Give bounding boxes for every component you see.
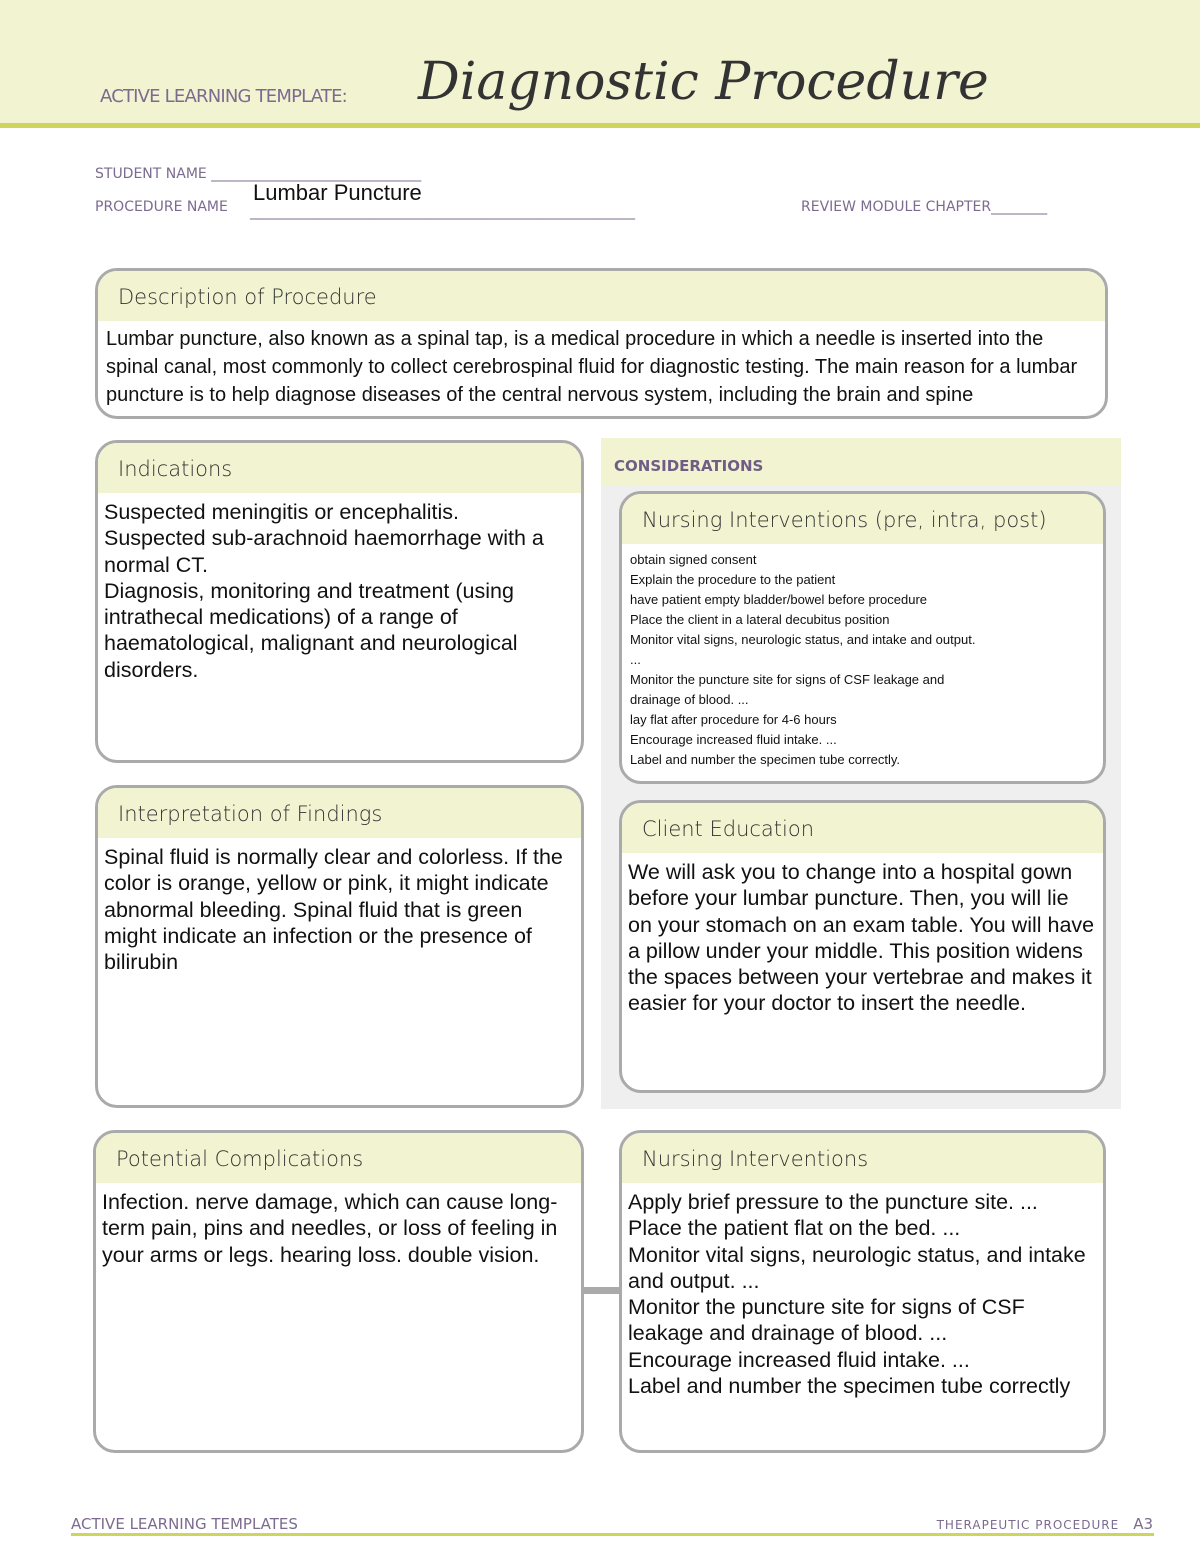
complications-title: Potential Complications	[96, 1133, 581, 1183]
complications-box	[93, 1130, 584, 1453]
list-item: Encourage increased fluid intake. ...	[628, 1347, 970, 1372]
indication-line: Diagnosis, monitoring and treatment (using intrathecal medications) of a range of haematological, malignant and neurological disorders.	[104, 578, 518, 682]
footer-left: ACTIVE LEARNING TEMPLATES	[71, 1515, 298, 1533]
procedure-name-line[interactable]: _______________________________________________________	[250, 204, 635, 220]
interpretation-title: Interpretation of Findings	[98, 788, 581, 838]
student-name-line: ______________________________	[211, 166, 422, 182]
indications-box	[95, 440, 584, 763]
review-module-field[interactable]	[801, 200, 1047, 214]
list-item: lay flat after procedure for 4-6 hours	[630, 712, 837, 727]
header-divider	[0, 123, 1200, 128]
review-module-line: ________	[991, 199, 1048, 215]
considerations-label: CONSIDERATIONS	[601, 438, 1121, 485]
list-item: Monitor the puncture site for signs of CSF leakage and drainage of blood. ...	[630, 672, 945, 707]
description-box	[95, 268, 1108, 419]
list-item: Place the patient flat on the bed. ...	[628, 1216, 961, 1241]
footer-section: THERAPEUTIC PROCEDURE	[936, 1518, 1120, 1532]
list-item: Label and number the specimen tube correctly	[628, 1374, 1071, 1399]
footer-right	[937, 1515, 1153, 1533]
description-text[interactable]: Lumbar puncture, also known as a spinal tap, is a medical procedure in which a needle is inserted into the spinal canal, most commonly to collect cerebrospinal fluid for diagnostic testing. The main reason for a lumbar puncture is to help diagnose diseases of the central nervous system, including the brain and spine	[106, 328, 1078, 406]
student-name-field[interactable]	[95, 167, 421, 181]
review-module-label: REVIEW MODULE CHAPTER	[801, 199, 992, 215]
page-title: Diagnostic Procedure	[418, 52, 989, 112]
page-number: A3	[1133, 1515, 1153, 1533]
client-education-text[interactable]: We will ask you to change into a hospital gown before your lumbar puncture. Then, you will lie on your stomach on an exam table. You will have a pillow under your middle. This position widens the spaces between your vertebrae and makes it easier for your doctor to insert the needle.	[628, 860, 1095, 1016]
indication-line: Suspected meningitis or encephalitis.	[104, 500, 459, 524]
interpretation-box	[95, 785, 584, 1108]
list-item: Monitor the puncture site for signs of CSF leakage and drainage of blood. ...	[628, 1295, 1025, 1346]
list-item: Monitor vital signs, neurologic status, and intake and output. ...	[630, 632, 976, 667]
nursing-interventions-box	[619, 1130, 1106, 1453]
procedure-name-field	[95, 200, 228, 214]
box-connector	[582, 1287, 622, 1294]
list-item: Encourage increased fluid intake. ...	[630, 732, 837, 747]
procedure-name-value[interactable]: Lumbar Puncture	[253, 180, 422, 205]
list-item: Explain the procedure to the patient	[630, 572, 836, 587]
procedure-name-label: PROCEDURE NAME	[95, 199, 228, 215]
list-item: have patient empty bladder/bowel before procedure	[630, 592, 928, 607]
client-education-box	[619, 800, 1106, 1093]
complications-text[interactable]: Infection. nerve damage, which can cause long-term pain, pins and needles, or loss of feeling in your arms or legs. hearing loss. double vision.	[102, 1190, 558, 1267]
footer-divider	[71, 1533, 1154, 1536]
description-title: Description of Procedure	[98, 271, 1105, 321]
nursing-pre-box	[619, 491, 1106, 784]
list-item: Apply brief pressure to the puncture site. ...	[628, 1190, 1038, 1214]
indications-title: Indications	[98, 443, 581, 493]
list-item: Place the client in a lateral decubitus position	[630, 612, 890, 627]
list-item: Monitor vital signs, neurologic status, and intake and output. ...	[628, 1242, 1086, 1293]
nursing-pre-list[interactable]	[622, 544, 1103, 776]
list-item: Label and number the specimen tube correctly.	[630, 752, 901, 767]
student-name-label: STUDENT NAME	[95, 166, 207, 182]
nursing-pre-title: Nursing Interventions (pre, intra, post)	[622, 494, 1103, 544]
nursing-interventions-text[interactable]	[622, 1183, 1103, 1405]
list-item: obtain signed consent	[630, 552, 757, 567]
interpretation-text[interactable]: Spinal fluid is normally clear and colorless. If the color is orange, yellow or pink, it might indicate abnormal bleeding. Spinal fluid that is green might indicate an infection or the presence of bilirubin	[104, 845, 563, 975]
nursing-interventions-title: Nursing Interventions	[622, 1133, 1103, 1183]
template-label: ACTIVE LEARNING TEMPLATE:	[100, 86, 347, 107]
indication-line: Suspected sub-arachnoid haemorrhage with a normal CT.	[104, 526, 544, 577]
client-education-title: Client Education	[622, 803, 1103, 853]
indications-text[interactable]	[98, 493, 581, 689]
